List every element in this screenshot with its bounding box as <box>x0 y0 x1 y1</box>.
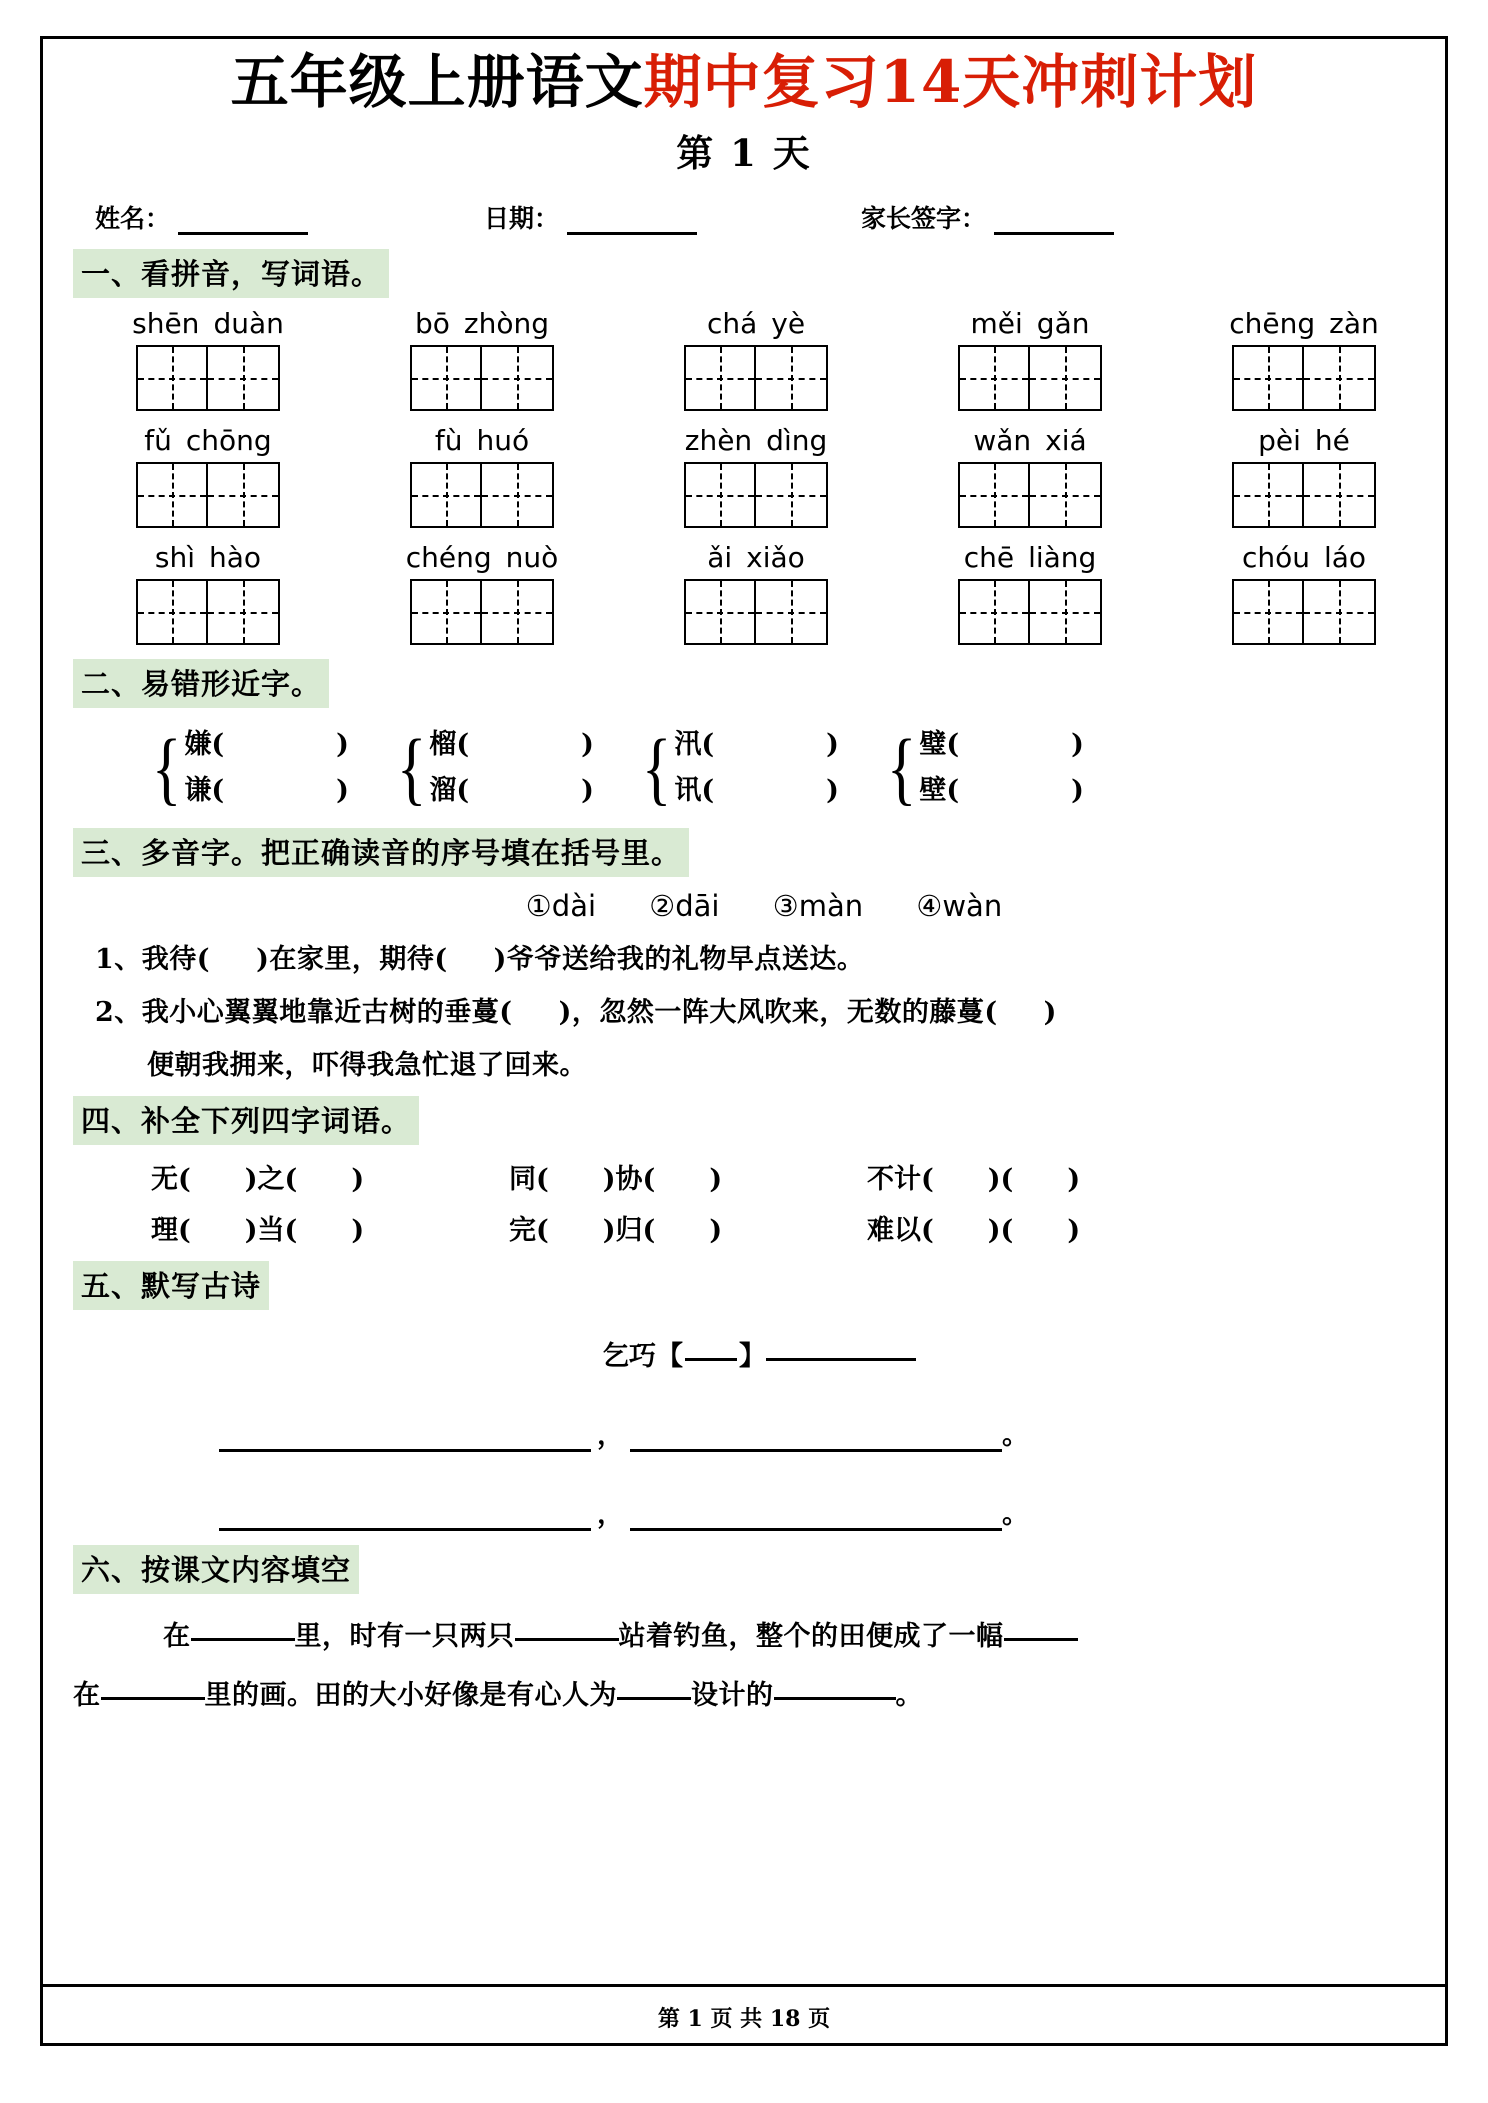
idiom-cell[interactable] <box>867 1157 1225 1196</box>
tianzige-pair[interactable] <box>119 579 297 645</box>
idiom-text: ) <box>709 1164 723 1195</box>
tianzige-pair[interactable] <box>1215 579 1393 645</box>
poem-period: 。 <box>1002 1499 1029 1530</box>
footer-divider <box>43 1984 1445 1987</box>
poem-title-line <box>73 1334 1415 1373</box>
pinyin-syllable: shì <box>154 541 196 574</box>
confusable-char: 溜( <box>429 775 470 806</box>
signature-label: 家长签字： <box>861 206 987 233</box>
tianzige-box[interactable] <box>410 462 482 528</box>
pinyin-syllable: hào <box>209 541 262 574</box>
pinyin-syllable: zàn <box>1329 307 1379 340</box>
pinyin-syllable: bō <box>415 307 450 340</box>
idiom-text: )归( <box>602 1215 656 1246</box>
pinyin-text <box>1215 306 1393 342</box>
fill-text: 站着钓鱼，整个的田便成了一幅 <box>618 1621 1004 1652</box>
pinyin-syllable: gǎn <box>1036 307 1090 340</box>
tianzige-pair[interactable] <box>393 462 571 528</box>
idiom-text: ) <box>1067 1164 1081 1195</box>
idiom-text: )当( <box>244 1215 298 1246</box>
pinyin-syllable: pèi <box>1258 424 1301 457</box>
pinyin-syllable: dìng <box>766 424 828 457</box>
idiom-cell[interactable] <box>151 1157 509 1196</box>
tianzige-box[interactable] <box>1232 579 1304 645</box>
tianzige-box[interactable] <box>756 579 828 645</box>
pinyin-syllable: zhèn <box>684 424 753 457</box>
tianzige-pair[interactable] <box>393 345 571 411</box>
confusable-item[interactable] <box>674 722 839 768</box>
idiom-text: )( <box>987 1164 1014 1195</box>
poem-blank[interactable] <box>219 1448 591 1452</box>
pinyin-text <box>119 306 297 342</box>
pinyin-text <box>667 423 845 459</box>
pinyin-syllable: měi <box>970 307 1023 340</box>
tianzige-box[interactable] <box>958 345 1030 411</box>
fill-blank[interactable] <box>191 1637 295 1641</box>
poem-blank[interactable] <box>219 1527 591 1531</box>
tianzige-box[interactable] <box>1304 462 1376 528</box>
section-3-wrap <box>73 828 1415 877</box>
pinyin-syllable: xiǎo <box>746 541 805 574</box>
tianzige-box[interactable] <box>136 579 208 645</box>
pinyin-cell <box>667 540 845 645</box>
signature-input-blank[interactable] <box>994 231 1114 235</box>
confusable-item[interactable] <box>919 722 1084 768</box>
pinyin-row <box>73 306 1415 411</box>
pinyin-cell <box>667 306 845 411</box>
confusable-characters-row <box>73 722 1415 814</box>
tianzige-pair[interactable] <box>667 462 845 528</box>
brace-icon: { <box>151 722 182 814</box>
worksheet-content <box>43 39 1445 1712</box>
paren-close: ) <box>1071 775 1084 806</box>
idiom-text: 完( <box>509 1215 549 1246</box>
tianzige-box[interactable] <box>208 579 280 645</box>
option-item[interactable]: ③màn <box>772 889 864 923</box>
paren-close: ) <box>826 729 839 760</box>
tianzige-box[interactable] <box>1304 579 1376 645</box>
brace-icon: { <box>886 722 917 814</box>
tianzige-box[interactable] <box>136 345 208 411</box>
poem-blank[interactable] <box>630 1527 1002 1531</box>
confusable-item[interactable] <box>429 722 594 768</box>
section-2-heading: 二、易错形近字。 <box>73 659 329 708</box>
confusable-pair-items <box>674 722 839 814</box>
option-item[interactable]: ②dāi <box>649 889 720 923</box>
pinyin-cell <box>941 540 1119 645</box>
confusable-pair <box>882 722 1127 814</box>
question-text: 2、我小心翼翼地靠近古树的垂蔓( <box>95 997 513 1028</box>
pinyin-cell <box>667 423 845 528</box>
option-item[interactable]: ①dài <box>525 889 597 923</box>
fill-blank[interactable] <box>101 1696 205 1700</box>
tianzige-box[interactable] <box>482 345 554 411</box>
idiom-text: ) <box>709 1215 723 1246</box>
name-label: 姓名： <box>95 206 171 233</box>
pinyin-syllable: zhòng <box>463 307 549 340</box>
confusable-char: 汛( <box>674 729 715 760</box>
pinyin-cell <box>119 306 297 411</box>
page-title <box>73 48 1415 116</box>
tianzige-box[interactable] <box>756 345 828 411</box>
title-black-part: 五年级上册语文 <box>230 48 644 116</box>
pinyin-cell <box>1215 306 1393 411</box>
idiom-text: ) <box>351 1164 365 1195</box>
pinyin-syllable: nuò <box>505 541 559 574</box>
pinyin-syllable: xiá <box>1045 424 1087 457</box>
poem-author-blank[interactable] <box>685 1357 737 1361</box>
tianzige-box[interactable] <box>684 579 756 645</box>
tianzige-box[interactable] <box>1232 345 1304 411</box>
idiom-text: ) <box>351 1215 365 1246</box>
pinyin-syllable: shēn <box>132 307 200 340</box>
confusable-item[interactable] <box>184 768 349 814</box>
section-4-wrap <box>73 1096 1415 1145</box>
tianzige-box[interactable] <box>958 579 1030 645</box>
confusable-item[interactable] <box>919 768 1084 814</box>
tianzige-pair[interactable] <box>941 579 1119 645</box>
tianzige-pair[interactable] <box>667 345 845 411</box>
fill-text: 里，时有一只两只 <box>294 1621 515 1652</box>
pinyin-syllable: chē <box>963 541 1015 574</box>
pinyin-text <box>393 423 571 459</box>
pinyin-text <box>1215 540 1393 576</box>
poem-line-2 <box>73 1492 1415 1531</box>
fill-blank[interactable] <box>774 1696 896 1700</box>
pinyin-syllable: duàn <box>213 307 284 340</box>
idiom-text: 理( <box>151 1215 191 1246</box>
pinyin-cell <box>1215 423 1393 528</box>
confusable-item[interactable] <box>429 768 594 814</box>
question-text: )爷爷送给我的礼物早点送达。 <box>493 944 865 975</box>
pinyin-syllable: chóu <box>1241 541 1310 574</box>
tianzige-box[interactable] <box>958 462 1030 528</box>
idiom-text: 无( <box>151 1164 191 1195</box>
pinyin-syllable: huó <box>476 424 530 457</box>
poem-title-text: 乞巧【 <box>602 1341 683 1372</box>
fill-blank[interactable] <box>617 1696 691 1700</box>
date-label: 日期： <box>484 206 560 233</box>
pinyin-text <box>941 540 1119 576</box>
confusable-item[interactable] <box>674 768 839 814</box>
fill-text: 在 <box>163 1621 191 1652</box>
tianzige-pair[interactable] <box>393 579 571 645</box>
pinyin-syllable: chōng <box>185 424 272 457</box>
confusable-pair-items <box>429 722 594 814</box>
pinyin-text <box>1215 423 1393 459</box>
idiom-cell[interactable] <box>509 1157 867 1196</box>
pinyin-text <box>941 306 1119 342</box>
confusable-item[interactable] <box>184 722 349 768</box>
tianzige-pair[interactable] <box>119 462 297 528</box>
polyphone-question-1 <box>73 937 1415 976</box>
pinyin-cell <box>941 306 1119 411</box>
pinyin-syllable: chēng <box>1229 307 1316 340</box>
pinyin-syllable: hé <box>1314 424 1350 457</box>
signature-field-group[interactable] <box>861 199 1114 235</box>
poem-comma: ， <box>597 1420 624 1451</box>
section-4-heading: 四、补全下列四字词语。 <box>73 1096 419 1145</box>
tianzige-box[interactable] <box>482 462 554 528</box>
idiom-text: )之( <box>244 1164 298 1195</box>
idiom-row <box>73 1208 1415 1247</box>
tianzige-box[interactable] <box>1232 462 1304 528</box>
pinyin-cell <box>393 540 571 645</box>
tianzige-box[interactable] <box>1030 579 1102 645</box>
section-5-heading: 五、默写古诗 <box>73 1261 269 1310</box>
idiom-text: )协( <box>602 1164 656 1195</box>
confusable-char: 谦( <box>184 775 225 806</box>
pinyin-syllable: chéng <box>405 541 492 574</box>
fill-blank-line-2 <box>73 1673 1415 1712</box>
poem-blank[interactable] <box>766 1357 916 1361</box>
tianzige-box[interactable] <box>684 345 756 411</box>
pinyin-syllable: fù <box>434 424 463 457</box>
confusable-pair <box>392 722 637 814</box>
section-1-wrap <box>73 249 1415 298</box>
fill-blank[interactable] <box>515 1637 619 1641</box>
pinyin-cell <box>393 306 571 411</box>
confusable-char: 讯( <box>674 775 715 806</box>
confusable-pair-items <box>184 722 349 814</box>
fill-text: 。 <box>895 1680 923 1711</box>
confusable-char: 璧( <box>919 729 960 760</box>
tianzige-box[interactable] <box>410 579 482 645</box>
pinyin-grid-block <box>73 306 1415 645</box>
poem-period: 。 <box>1002 1420 1029 1451</box>
question-text: )，忽然一阵大风吹来，无数的藤蔓( <box>558 997 998 1028</box>
pinyin-syllable: fǔ <box>144 424 172 457</box>
confusable-pair <box>147 722 392 814</box>
tianzige-box[interactable] <box>684 462 756 528</box>
pinyin-syllable: láo <box>1323 541 1367 574</box>
polyphone-question-2-line2: 便朝我拥来，吓得我急忙退了回来。 <box>147 1050 587 1081</box>
poem-blank[interactable] <box>630 1448 1002 1452</box>
day-subtitle: 第 1 天 <box>676 131 812 175</box>
pinyin-cell <box>393 423 571 528</box>
section-2-wrap <box>73 659 1415 708</box>
idiom-text: 不计( <box>867 1164 934 1195</box>
question-text: 1、我待( <box>95 944 211 975</box>
poem-title-text: 】 <box>739 1341 766 1372</box>
polyphone-options <box>73 889 1415 923</box>
fill-text: 在 <box>73 1680 101 1711</box>
idiom-text: )( <box>987 1215 1014 1246</box>
student-meta-row <box>73 199 1415 235</box>
confusable-pair <box>637 722 882 814</box>
pinyin-syllable: wǎn <box>973 424 1032 457</box>
fill-text: 设计的 <box>691 1680 774 1711</box>
section-6-wrap <box>73 1545 1415 1594</box>
pinyin-text <box>393 306 571 342</box>
date-input-blank[interactable] <box>567 231 697 235</box>
pinyin-row <box>73 423 1415 528</box>
tianzige-box[interactable] <box>410 345 482 411</box>
tianzige-pair[interactable] <box>1215 345 1393 411</box>
idiom-cell[interactable] <box>867 1208 1225 1247</box>
tianzige-pair[interactable] <box>119 345 297 411</box>
pinyin-syllable: liàng <box>1028 541 1097 574</box>
pinyin-text <box>941 423 1119 459</box>
tianzige-box[interactable] <box>136 462 208 528</box>
tianzige-pair[interactable] <box>941 462 1119 528</box>
option-item[interactable]: ④wàn <box>916 889 1003 923</box>
date-field-group[interactable] <box>484 199 697 235</box>
name-field-group[interactable] <box>95 199 308 235</box>
tianzige-pair[interactable] <box>941 345 1119 411</box>
pinyin-text <box>119 423 297 459</box>
fill-text: 里的画。田的大小好像是有心人为 <box>204 1680 617 1711</box>
tianzige-box[interactable] <box>1030 345 1102 411</box>
confusable-char: 榴( <box>429 729 470 760</box>
question-text: ) <box>1043 997 1057 1028</box>
name-input-blank[interactable] <box>178 231 308 235</box>
section-5-wrap <box>73 1261 1415 1310</box>
pinyin-row <box>73 540 1415 645</box>
poem-comma: ， <box>597 1499 624 1530</box>
pinyin-cell <box>941 423 1119 528</box>
tianzige-box[interactable] <box>756 462 828 528</box>
pinyin-cell <box>119 423 297 528</box>
row-gap <box>73 411 1415 423</box>
question-text: )在家里，期待( <box>256 944 448 975</box>
section-1-heading: 一、看拼音，写词语。 <box>73 249 389 298</box>
paren-close: ) <box>336 775 349 806</box>
poem-line-1 <box>73 1413 1415 1452</box>
pinyin-text <box>393 540 571 576</box>
paren-close: ) <box>581 729 594 760</box>
tianzige-box[interactable] <box>1030 462 1102 528</box>
pinyin-cell <box>1215 540 1393 645</box>
tianzige-box[interactable] <box>482 579 554 645</box>
tianzige-box[interactable] <box>208 345 280 411</box>
paren-close: ) <box>336 729 349 760</box>
pinyin-syllable: chá <box>706 307 758 340</box>
idiom-text: ) <box>1067 1215 1081 1246</box>
row-gap <box>73 528 1415 540</box>
section-6-heading: 六、按课文内容填空 <box>73 1545 359 1594</box>
section-3-heading: 三、多音字。把正确读音的序号填在括号里。 <box>73 828 689 877</box>
paren-close: ) <box>1071 729 1084 760</box>
confusable-pair-items <box>919 722 1084 814</box>
idiom-row <box>73 1157 1415 1196</box>
tianzige-pair[interactable] <box>667 579 845 645</box>
tianzige-pair[interactable] <box>1215 462 1393 528</box>
tianzige-box[interactable] <box>208 462 280 528</box>
confusable-char: 壁( <box>919 775 960 806</box>
pinyin-syllable: ǎi <box>707 541 733 574</box>
polyphone-question-2 <box>73 990 1415 1029</box>
brace-icon: { <box>641 722 672 814</box>
title-red-part: 期中复习14天冲刺计划 <box>643 48 1258 116</box>
fill-blank-line-1 <box>73 1614 1415 1653</box>
paren-close: ) <box>581 775 594 806</box>
worksheet-page <box>40 36 1448 2046</box>
pinyin-syllable: yè <box>771 307 806 340</box>
idiom-text: 难以( <box>867 1215 934 1246</box>
idiom-text: 同( <box>509 1164 549 1195</box>
idiom-cell[interactable] <box>509 1208 867 1247</box>
idiom-cell[interactable] <box>151 1208 509 1247</box>
page-footer: 第 1 页 共 18 页 <box>657 2006 831 2032</box>
pinyin-text <box>119 540 297 576</box>
paren-close: ) <box>826 775 839 806</box>
pinyin-cell <box>119 540 297 645</box>
brace-icon: { <box>396 722 427 814</box>
tianzige-box[interactable] <box>1304 345 1376 411</box>
pinyin-text <box>667 540 845 576</box>
fill-blank[interactable] <box>1004 1637 1078 1641</box>
confusable-char: 嫌( <box>184 729 225 760</box>
pinyin-text <box>667 306 845 342</box>
